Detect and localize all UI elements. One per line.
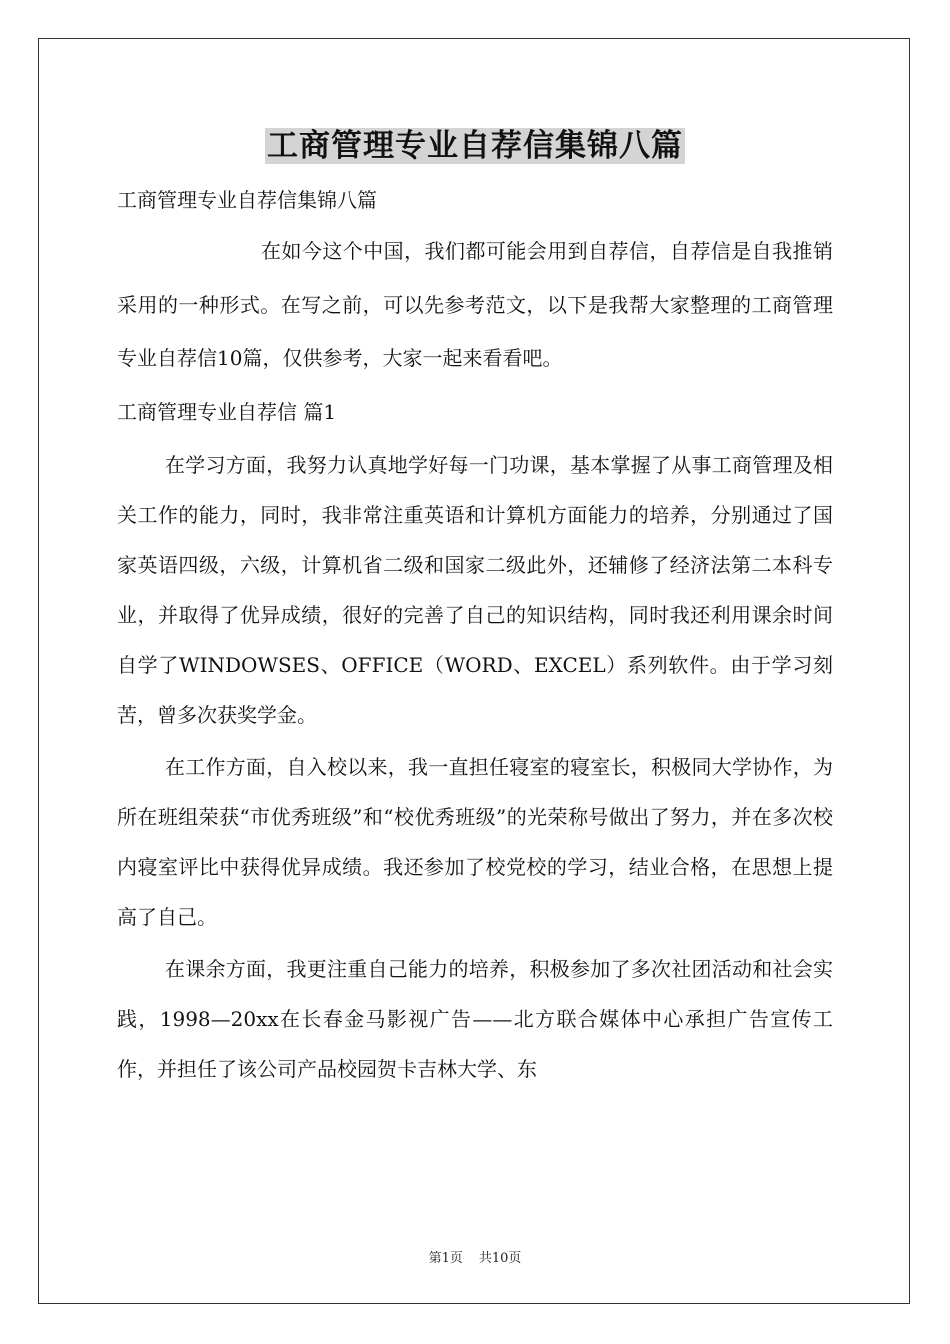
body-paragraph-study: 在学习方面，我努力认真地学好每一门功课，基本掌握了从事工商管理及相关工作的能力，同时，我非常注重英语和计算机方面能力的培养，分别通过了国家英语四级，六级，计算机省二级和国家二级此外，还辅修了经济法第二本科专业，并取得了优异成绩，很好的完善了自己的知识结构，同时我还利用课余时间自学了WINDOWSES、OFFICE（WORD、EXCEL）系列软件。由于学习刻苦，曾多次获奖学金。 xyxy=(117,452,833,727)
page-number: 第1页 xyxy=(428,1251,463,1266)
document-subtitle: 工商管理专业自荐信集锦八篇 xyxy=(117,188,377,212)
document-body xyxy=(117,178,833,1094)
body-paragraph-work: 在工作方面，自入校以来，我一直担任寝室的寝室长，积极同大学协作，为所在班组荣获“市优秀班级”和“校优秀班级”的光荣称号做出了努力，并在多次校内寝室评比中获得优异成绩。我还参加了校党校的学习，结业合格，在思想上提高了自己。 xyxy=(117,754,833,929)
body-paragraph-extracurricular: 在课余方面，我更注重自己能力的培养，积极参加了多次社团活动和社会实践，1998—20xx在长春金马影视广告——北方联合媒体中心承担广告宣传工作，并担任了该公司产品校园贺卡吉林大学、东 xyxy=(117,956,833,1081)
page-footer xyxy=(0,1247,950,1266)
document-title-text: 工商管理专业自荐信集锦八篇 xyxy=(267,128,683,164)
document-title xyxy=(0,124,950,168)
page-total: 共10页 xyxy=(478,1251,522,1266)
intro-paragraph: 在如今这个中国，我们都可能会用到自荐信，自荐信是自我推销采用的一种形式。在写之前，可以先参考范文，以下是我帮大家整理的工商管理专业自荐信10篇，仅供参考，大家一起来看看吧。 xyxy=(117,239,833,370)
section-heading: 工商管理专业自荐信 篇1 xyxy=(117,399,337,424)
